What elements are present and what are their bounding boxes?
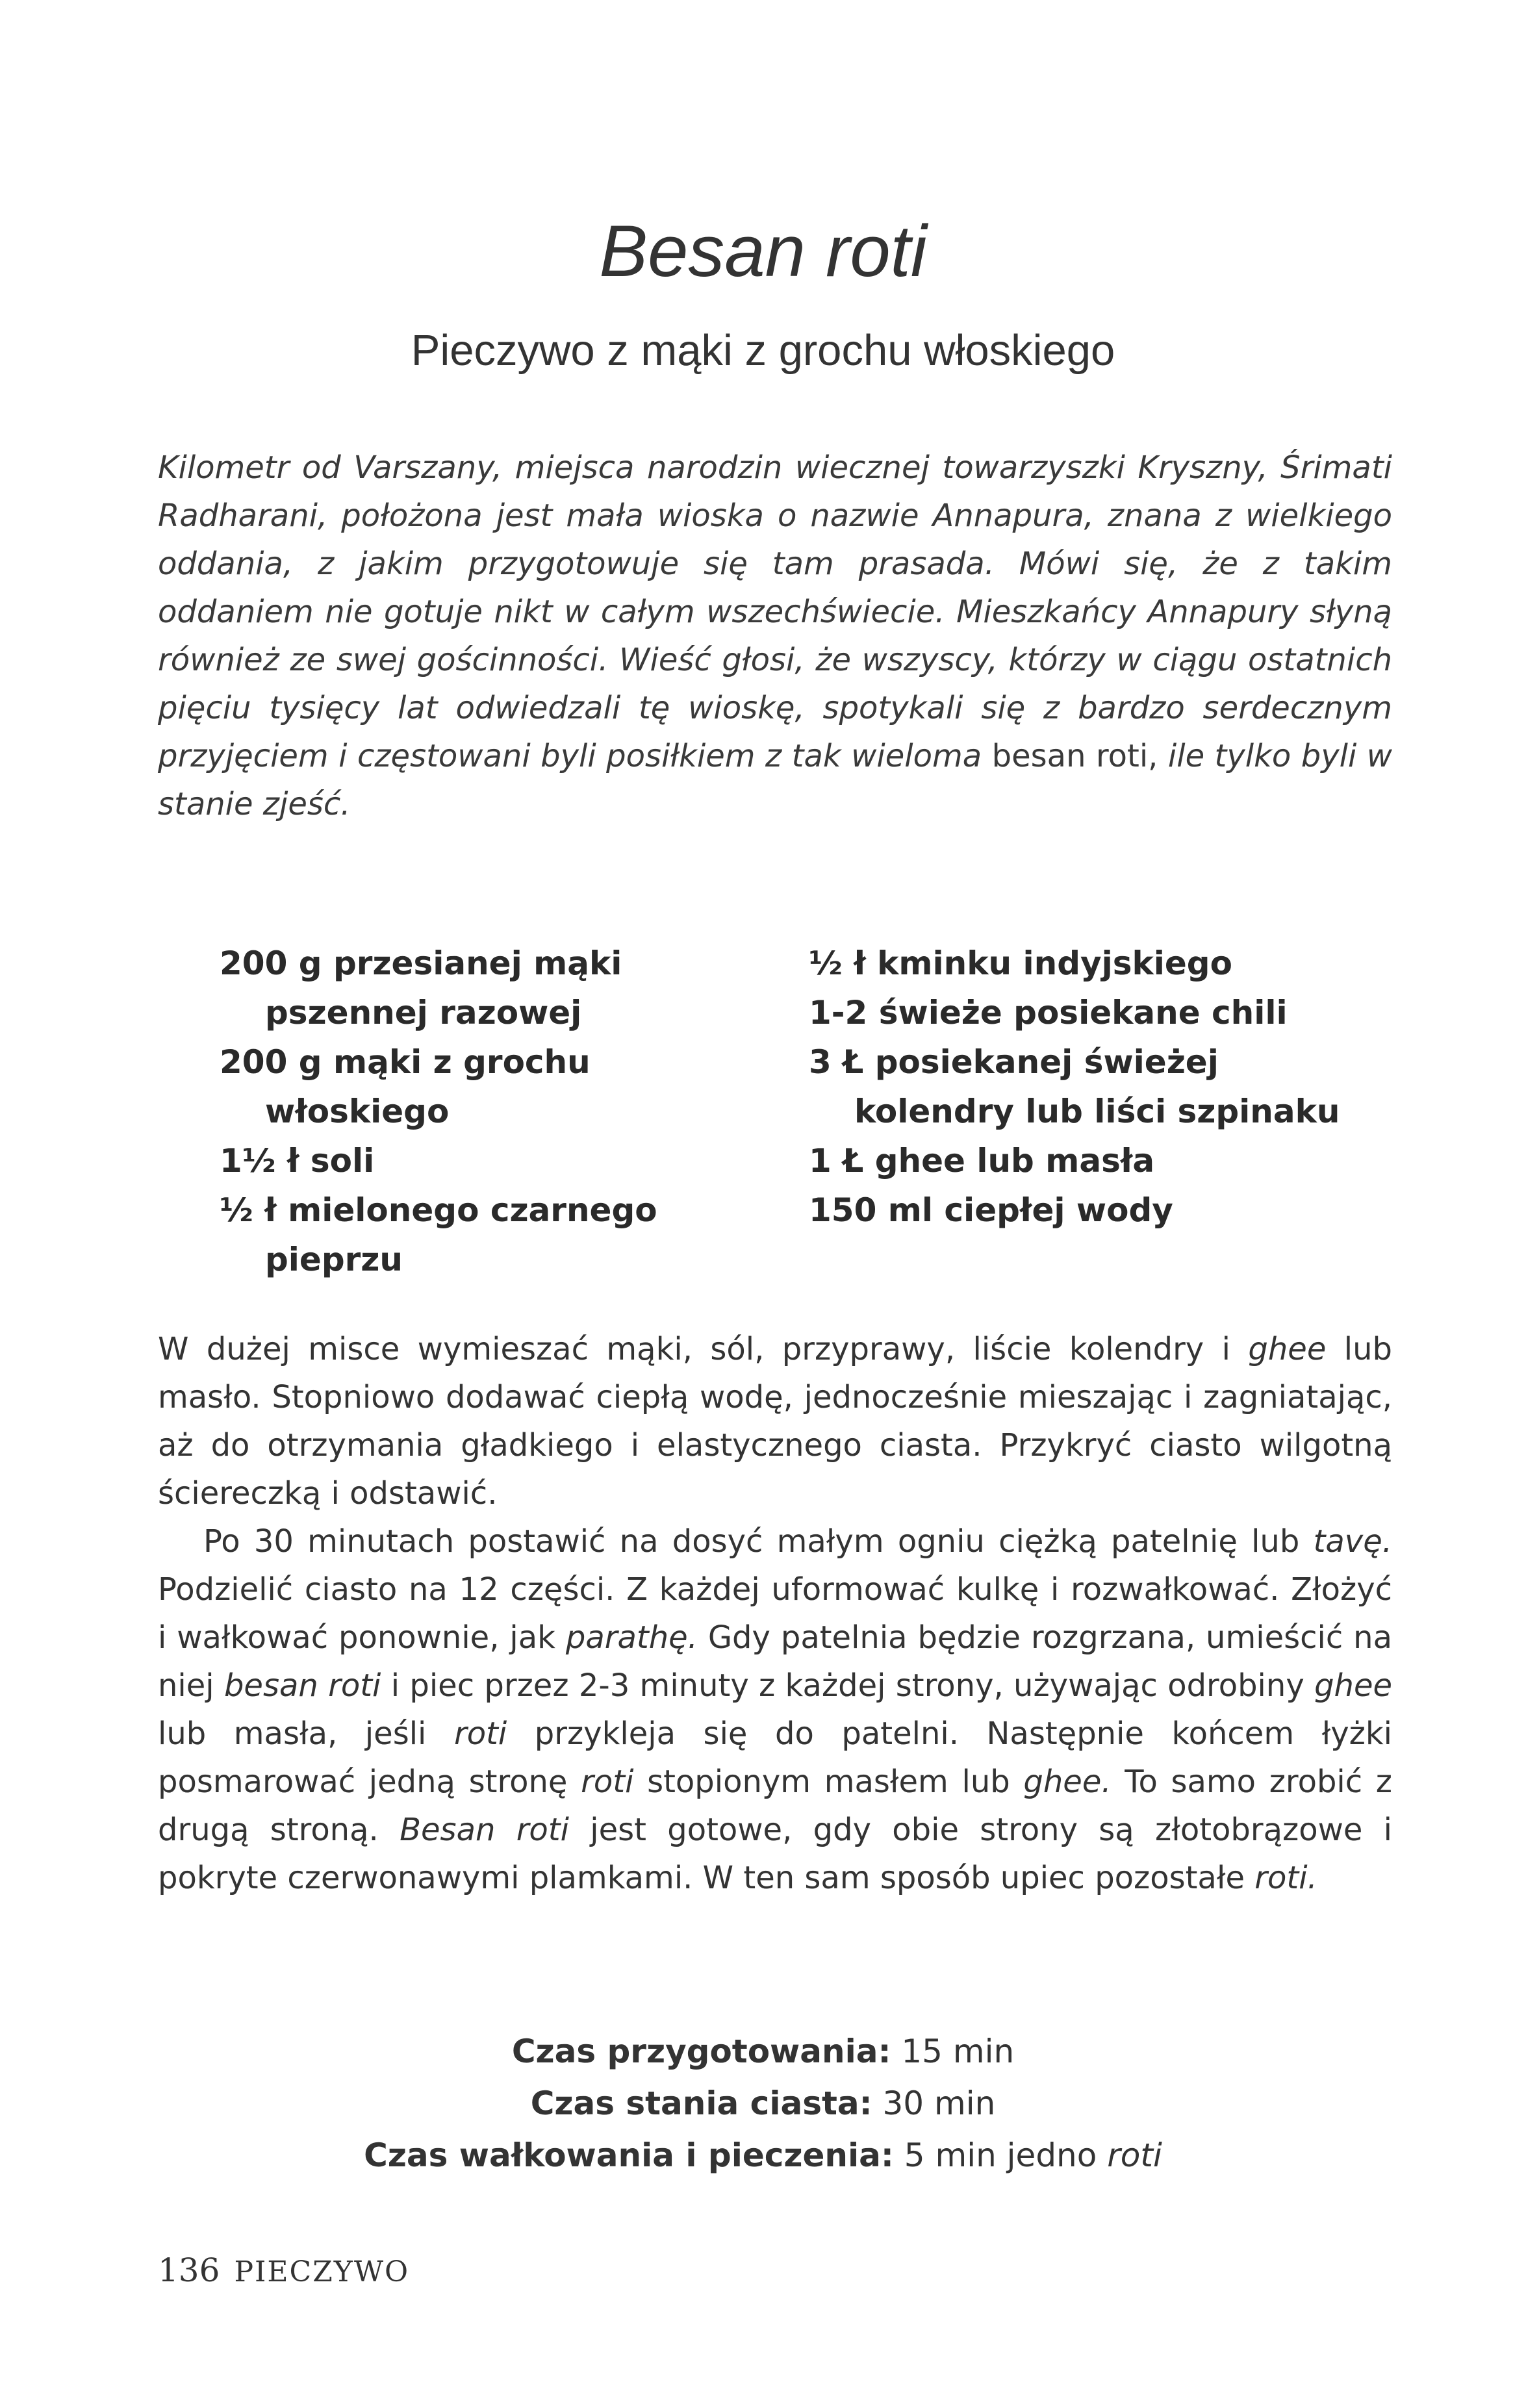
method-term: Besan roti	[400, 1812, 569, 1848]
cooking-times	[0, 2025, 1526, 2181]
prep-time-row	[0, 2025, 1526, 2077]
roll-time-value: 5 min jedno	[904, 2136, 1097, 2174]
intro-text-2: ile tylko byli w stanie zjeść.	[158, 738, 1393, 822]
ingredient-item: 200 g przesianej mąki pszennej razowej	[220, 944, 622, 1032]
rest-time-row	[0, 2077, 1526, 2129]
intro-text-1: Kilometr od Varszany, miejsca narodzin wiecznej towarzyszki Kryszny, Śrimati Radharani, położona jest mała wioska o nazwie Annapura, znana z wielkiego oddania, z jakim przygotowuje się tam prasada. Mówi się, że z takim oddaniem nie gotuje nikt w całym wszechświecie. Mieszkańcy Annapury słyną również ze swej gościnności. Wieść głosi, że wszyscy, którzy w ciągu ostatnich pięciu tysięcy lat odwiedzali tę wioskę, spotykali się z bardzo serdecznym przyjęciem i częstowani byli posiłkiem z tak wieloma	[158, 450, 1392, 774]
method-text-span: lub masła, jeśli	[158, 1716, 427, 1752]
method-text-span: Po 30 minutach postawić na dosyć małym ogniu ciężką patelnię lub	[203, 1523, 1300, 1560]
ingredient-item: 1 Ł ghee lub masła	[809, 1142, 1155, 1180]
prep-time-label: Czas przygotowania:	[511, 2033, 891, 2070]
method-text-span: Podzielić ciasto na 12 części. Z każdej uformować kulkę i rozwałkować. Złożyć i wałkować ponownie, jak	[158, 1571, 1392, 1656]
method-term: roti	[581, 1764, 634, 1800]
method-paragraph-2	[158, 1517, 1392, 1902]
ingredient-item: 3 Ł posiekanej świeżej kolendry lub liści szpinaku	[809, 1043, 1340, 1130]
ingredient-item: ½ ł kminku indyjskiego	[809, 944, 1232, 982]
roll-time-row	[0, 2129, 1526, 2181]
ingredients-left-column	[220, 939, 752, 1284]
section-name: PIECZYWO	[234, 2255, 410, 2288]
ingredient-item: 150 ml ciepłej wody	[809, 1191, 1173, 1229]
method-term: besan roti	[223, 1667, 381, 1704]
method-text	[158, 1325, 1392, 1902]
roll-time-label: Czas wałkowania i pieczenia:	[364, 2136, 894, 2174]
page-footer	[158, 2251, 409, 2292]
method-term: ghee.	[1023, 1764, 1112, 1800]
ingredient-item: 1½ ł soli	[220, 1142, 375, 1180]
ingredient-item: ½ ł mielonego czarnego pieprzu	[220, 1191, 657, 1278]
method-text-span: i piec przez 2-3 minuty z każdej strony, używając odrobiny	[390, 1667, 1304, 1704]
ingredients-right-column	[809, 939, 1367, 1235]
method-term: roti.	[1254, 1860, 1317, 1896]
method-text-span: jest gotowe, gdy obie strony są złotobrązowe i pokryte czerwonawymi plamkami. W ten sam sposób upiec pozostałe	[158, 1812, 1393, 1896]
rest-time-label: Czas stania ciasta:	[530, 2085, 872, 2122]
method-term: ghee	[1248, 1331, 1327, 1367]
rest-time-value: 30 min	[882, 2085, 996, 2122]
ingredient-item: 1-2 świeże posiekane chili	[809, 994, 1288, 1032]
recipe-subtitle: Pieczywo z mąki z grochu włoskiego	[411, 326, 1115, 375]
method-text-span: przykleja się do patelni. Następnie końcem łyżki posmarować jedną stronę	[158, 1716, 1393, 1800]
method-text-span: stopionym masłem lub	[647, 1764, 1010, 1800]
method-term: ghee	[1314, 1667, 1393, 1704]
recipe-title: Besan roti	[599, 210, 927, 292]
method-text-span: Gdy patelnia będzie rozgrzana, umieścić na niej	[158, 1619, 1392, 1704]
page-number: 136	[158, 2251, 220, 2289]
prep-time-value: 15 min	[901, 2033, 1015, 2070]
method-text-span: W dużej misce wymieszać mąki, sól, przyprawy, liście kolendry i	[158, 1331, 1230, 1367]
intro-paragraph	[158, 444, 1392, 828]
method-text-span: To samo zrobić z drugą stroną.	[158, 1764, 1392, 1848]
method-text-span: lub masło. Stopniowo dodawać ciepłą wodę, jednocześnie mieszając i zagniatając, aż do otrzymania gładkiego i elastycznego ciasta. Przykryć ciasto wilgotną ściereczką i odstawić.	[158, 1331, 1392, 1512]
method-term: roti	[453, 1716, 507, 1752]
intro-dish-name: besan roti,	[991, 738, 1158, 774]
roll-time-unit: roti	[1107, 2136, 1162, 2174]
method-term: parathę.	[565, 1619, 698, 1656]
method-term: tavę.	[1313, 1523, 1392, 1560]
method-paragraph-1	[158, 1325, 1392, 1517]
ingredient-item: 200 g mąki z grochu włoskiego	[220, 1043, 591, 1130]
